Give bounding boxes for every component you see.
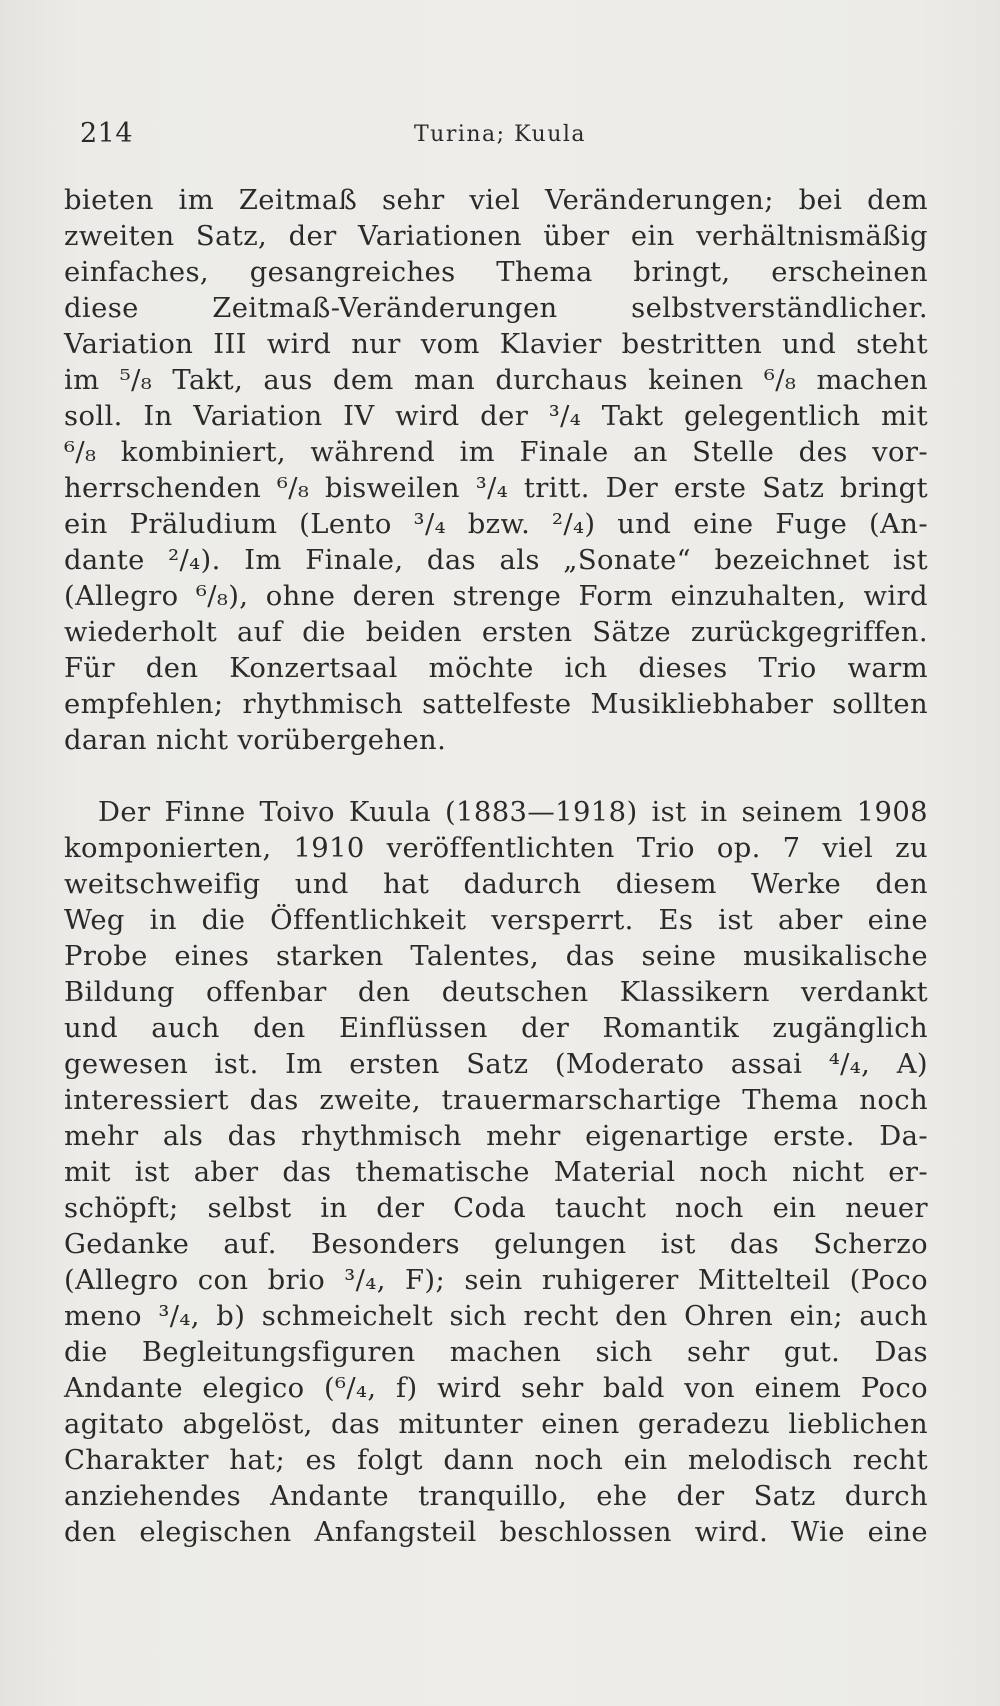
text-line: zweiten Satz, der Variationen über ein verhältnismäßig [64,221,928,252]
page-number: 214 [80,118,134,149]
text-line: Weg in die Öffentlichkeit versperrt. Es ist aber eine [64,905,928,936]
body-text [64,183,928,1551]
text-line: Charakter hat; es folgt dann noch ein melodisch recht [64,1445,928,1476]
running-head: Turina; Kuula [413,122,587,147]
text-line: Für den Konzertsaal möchte ich dieses Trio warm [64,653,928,684]
text-line: schöpft; selbst in der Coda taucht noch ein neuer [64,1193,928,1224]
text-line: gewesen ist. Im ersten Satz (Moderato assai ⁴/₄, A) [64,1049,928,1080]
text-line: daran nicht vorübergehen. [64,725,447,756]
paragraph-1 [64,183,928,759]
text-line: und auch den Einflüssen der Romantik zugänglich [64,1013,928,1044]
text-line: Gedanke auf. Besonders gelungen ist das Scherzo [64,1229,928,1260]
text-line: meno ³/₄, b) schmeichelt sich recht den Ohren ein; auch [64,1301,928,1332]
text-line: anziehendes Andante tranquillo, ehe der Satz durch [64,1481,928,1512]
text-line: Andante elegico (⁶/₄, f) wird sehr bald von einem Poco [64,1373,928,1404]
text-line: Probe eines starken Talentes, das seine musikalische [64,941,928,972]
paragraph-gap [64,759,928,795]
text-line: wiederholt auf die beiden ersten Sätze zurückgegriffen. [64,617,928,648]
text-line: ⁶/₈ kombiniert, während im Finale an Stelle des vor- [64,437,928,468]
text-line: die Begleitungsfiguren machen sich sehr gut. Das [64,1337,928,1368]
text-line: im ⁵/₈ Takt, aus dem man durchaus keinen ⁶/₈ machen [64,365,928,396]
text-line: interessiert das zweite, trauermarschartige Thema noch [64,1085,928,1116]
text-line: empfehlen; rhythmisch sattelfeste Musikliebhaber sollten [64,689,928,720]
text-line: herrschenden ⁶/₈ bisweilen ³/₄ tritt. Der erste Satz bringt [64,473,928,504]
text-line: Variation III wird nur vom Klavier bestritten und steht [64,329,928,360]
text-line: diese Zeitmaß-Veränderungen selbstverständlicher. [64,293,928,324]
text-line: mehr als das rhythmisch mehr eigenartige erste. Da- [64,1121,928,1152]
text-line: (Allegro ⁶/₈), ohne deren strenge Form einzuhalten, wird [64,581,928,612]
text-line: Bildung offenbar den deutschen Klassikern verdankt [64,977,928,1008]
page-header [80,118,920,152]
text-line: komponierten, 1910 veröffentlichten Trio op. 7 viel zu [64,833,928,864]
text-line: einfaches, gesangreiches Thema bringt, erscheinen [64,257,928,288]
text-line: ein Präludium (Lento ³/₄ bzw. ²/₄) und eine Fuge (An- [64,509,928,540]
text-line: mit ist aber das thematische Material noch nicht er- [64,1157,928,1188]
text-line: den elegischen Anfangsteil beschlossen wird. Wie eine [64,1517,928,1548]
text-line: bieten im Zeitmaß sehr viel Veränderungen; bei dem [64,185,928,216]
text-line: agitato abgelöst, das mitunter einen geradezu lieblichen [64,1409,928,1440]
text-line: (Allegro con brio ³/₄, F); sein ruhigerer Mittelteil (Poco [64,1265,928,1296]
paragraph-2 [64,795,928,1551]
text-line: weitschweifig und hat dadurch diesem Werke den [64,869,928,900]
text-line: dante ²/₄). Im Finale, das als „Sonate“ bezeichnet ist [64,545,928,576]
text-line: Der Finne Toivo Kuula (1883—1918) ist in seinem 1908 [98,797,928,828]
text-line: soll. In Variation IV wird der ³/₄ Takt gelegentlich mit [64,401,928,432]
